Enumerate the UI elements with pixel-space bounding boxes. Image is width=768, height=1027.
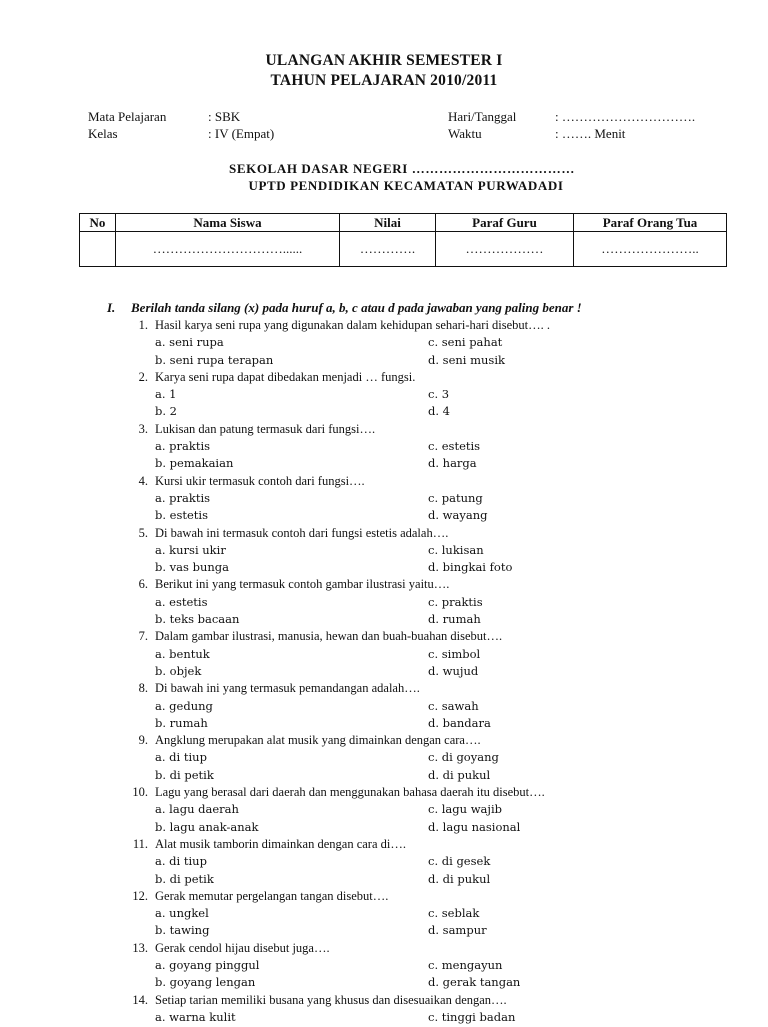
question-item xyxy=(0,889,768,941)
question-text: Setiap tarian memiliki busana yang khusus dan disesuaikan dengan…. xyxy=(155,992,507,1007)
option-a[interactable]: a. goyang pinggul xyxy=(155,957,260,972)
option-b[interactable]: b. di petik xyxy=(155,767,214,782)
option-b[interactable]: b. di petik xyxy=(155,871,214,886)
option-b[interactable]: b. goyang lengan xyxy=(155,975,256,990)
question-number: 7. xyxy=(138,629,148,644)
option-b[interactable]: b. 2 xyxy=(155,404,177,419)
option-a[interactable]: a. 1 xyxy=(155,387,177,402)
option-c[interactable]: c. seblak xyxy=(428,906,480,921)
option-b[interactable]: b. lagu anak-anak xyxy=(155,819,259,834)
question-item xyxy=(0,318,768,370)
question-text: Lagu yang berasal dari daerah dan menggunakan bahasa daerah itu disebut…. xyxy=(155,785,545,800)
section-instruction xyxy=(107,300,582,316)
question-text: Di bawah ini termasuk contoh dari fungsi estetis adalah…. xyxy=(155,525,449,540)
district-office: UPTD PENDIDIKAN KECAMATAN PURWADADI xyxy=(248,178,564,193)
option-c[interactable]: c. seni pahat xyxy=(428,335,503,350)
question-item xyxy=(0,785,768,837)
question-list xyxy=(0,318,768,1027)
school-name: SEKOLAH DASAR NEGERI ……………………………… xyxy=(229,161,575,176)
section-number: I. xyxy=(107,300,116,315)
question-number: 6. xyxy=(138,577,148,592)
option-d[interactable]: d. seni musik xyxy=(428,352,505,367)
question-text: Lukisan dan patung termasuk dari fungsi…. xyxy=(155,421,376,436)
exam-title: ULANGAN AKHIR SEMESTER I xyxy=(265,52,503,69)
option-b[interactable]: b. vas bunga xyxy=(155,560,229,575)
option-d[interactable]: d. bingkai foto xyxy=(428,560,513,575)
question-number: 5. xyxy=(138,525,148,540)
option-b[interactable]: b. pemakaian xyxy=(155,456,234,471)
question-text: Angklung merupakan alat musik yang dimainkan dengan cara…. xyxy=(155,733,481,748)
option-d[interactable]: d. wayang xyxy=(428,508,488,523)
option-c[interactable]: c. tinggi badan xyxy=(428,1009,516,1024)
option-d[interactable]: d. 4 xyxy=(428,404,450,419)
question-text: Berikut ini yang termasuk contoh gambar ilustrasi yaitu…. xyxy=(155,577,450,592)
option-d[interactable]: d. lagu nasional xyxy=(428,819,521,834)
option-a[interactable]: a. gedung xyxy=(155,698,213,713)
option-c[interactable]: c. mengayun xyxy=(428,957,503,972)
question-number: 3. xyxy=(138,421,148,436)
option-a[interactable]: a. estetis xyxy=(155,594,208,609)
option-c[interactable]: c. 3 xyxy=(428,387,450,402)
option-a[interactable]: a. di tiup xyxy=(155,750,207,765)
question-item xyxy=(0,629,768,681)
question-text: Kursi ukir termasuk contoh dari fungsi…. xyxy=(155,473,365,488)
question-number: 9. xyxy=(138,733,148,748)
option-c[interactable]: c. lukisan xyxy=(428,542,484,557)
option-b[interactable]: b. rumah xyxy=(155,715,208,730)
option-a[interactable]: a. kursi ukir xyxy=(155,542,226,557)
class-label: Kelas xyxy=(88,126,118,141)
option-c[interactable]: c. di goyang xyxy=(428,750,499,765)
cell-no xyxy=(80,232,116,267)
option-c[interactable]: c. patung xyxy=(428,490,483,505)
cell-teacher-sign: ……………… xyxy=(436,232,574,267)
col-header-parent-sign: Paraf Orang Tua xyxy=(574,214,727,232)
option-b[interactable]: b. seni rupa terapan xyxy=(155,352,274,367)
option-a[interactable]: a. praktis xyxy=(155,490,211,505)
option-c[interactable]: c. lagu wajib xyxy=(428,802,503,817)
option-d[interactable]: d. di pukul xyxy=(428,767,491,782)
option-c[interactable]: c. simbol xyxy=(428,646,481,661)
question-item xyxy=(0,422,768,474)
option-d[interactable]: d. bandara xyxy=(428,715,491,730)
exam-meta xyxy=(88,109,728,143)
time-value: : ……. Menit xyxy=(555,126,626,141)
subject-value: : SBK xyxy=(208,109,241,124)
day-value: : …………………………. xyxy=(555,109,696,124)
option-d[interactable]: d. di pukul xyxy=(428,871,491,886)
option-c[interactable]: c. praktis xyxy=(428,594,483,609)
question-item xyxy=(0,837,768,889)
question-text: Gerak cendol hijau disebut juga…. xyxy=(155,940,330,955)
question-text: Di bawah ini yang termasuk pemandangan adalah…. xyxy=(155,681,420,696)
option-b[interactable]: b. estetis xyxy=(155,508,209,523)
col-header-teacher-sign: Paraf Guru xyxy=(436,214,574,232)
question-text: Alat musik tamborin dimainkan dengan cara di…. xyxy=(155,836,406,851)
student-grade-table xyxy=(79,213,727,267)
option-d[interactable]: d. sampur xyxy=(428,923,487,938)
question-number: 2. xyxy=(138,369,148,384)
col-header-no: No xyxy=(80,214,116,232)
question-text: Dalam gambar ilustrasi, manusia, hewan dan buah-buahan disebut…. xyxy=(155,629,503,644)
question-number: 12. xyxy=(132,888,148,903)
option-a[interactable]: a. di tiup xyxy=(155,854,207,869)
option-b[interactable]: b. objek xyxy=(155,663,202,678)
academic-year: TAHUN PELAJARAN 2010/2011 xyxy=(270,72,498,89)
instruction-text: Berilah tanda silang (x) pada huruf a, b, c atau d pada jawaban yang paling benar ! xyxy=(131,300,582,315)
question-number: 4. xyxy=(138,473,148,488)
option-b[interactable]: b. teks bacaan xyxy=(155,612,240,627)
subject-label: Mata Pelajaran xyxy=(88,109,167,124)
cell-parent-sign: ………………….. xyxy=(574,232,727,267)
question-number: 10. xyxy=(132,785,148,800)
question-item xyxy=(0,370,768,422)
question-number: 11. xyxy=(132,836,148,851)
question-item xyxy=(0,577,768,629)
question-item xyxy=(0,993,768,1027)
col-header-name: Nama Siswa xyxy=(116,214,340,232)
col-header-score: Nilai xyxy=(340,214,436,232)
question-item xyxy=(0,733,768,785)
option-d[interactable]: d. rumah xyxy=(428,612,481,627)
question-item xyxy=(0,474,768,526)
option-a[interactable]: a. seni rupa xyxy=(155,335,224,350)
option-a[interactable]: a. ungkel xyxy=(155,906,209,921)
question-number: 13. xyxy=(132,940,148,955)
class-value: : IV (Empat) xyxy=(208,126,275,141)
option-d[interactable]: d. gerak tangan xyxy=(428,975,521,990)
question-number: 1. xyxy=(138,318,148,332)
option-a[interactable]: a. bentuk xyxy=(155,646,210,661)
option-d[interactable]: d. wujud xyxy=(428,663,479,678)
question-item xyxy=(0,526,768,578)
cell-name: …………………………...... xyxy=(116,232,340,267)
option-d[interactable]: d. harga xyxy=(428,456,477,471)
day-label: Hari/Tanggal xyxy=(448,109,517,124)
option-a[interactable]: a. warna kulit xyxy=(155,1009,236,1024)
option-c[interactable]: c. di gesek xyxy=(428,854,491,869)
question-number: 8. xyxy=(138,681,148,696)
time-label: Waktu xyxy=(448,126,482,141)
question-item xyxy=(0,941,768,993)
option-b[interactable]: b. tawing xyxy=(155,923,210,938)
question-text: Karya seni rupa dapat dibedakan menjadi … fungsi. xyxy=(155,369,416,384)
option-c[interactable]: c. sawah xyxy=(428,698,479,713)
question-text: Hasil karya seni rupa yang digunakan dalam kehidupan sehari-hari disebut…. . xyxy=(155,318,551,332)
option-a[interactable]: a. praktis xyxy=(155,439,211,454)
option-c[interactable]: c. estetis xyxy=(428,439,481,454)
question-item xyxy=(0,681,768,733)
question-text: Gerak memutar pergelangan tangan disebut…. xyxy=(155,888,389,903)
question-number: 14. xyxy=(132,992,148,1007)
cell-score: …………. xyxy=(340,232,436,267)
option-a[interactable]: a. lagu daerah xyxy=(155,802,239,817)
